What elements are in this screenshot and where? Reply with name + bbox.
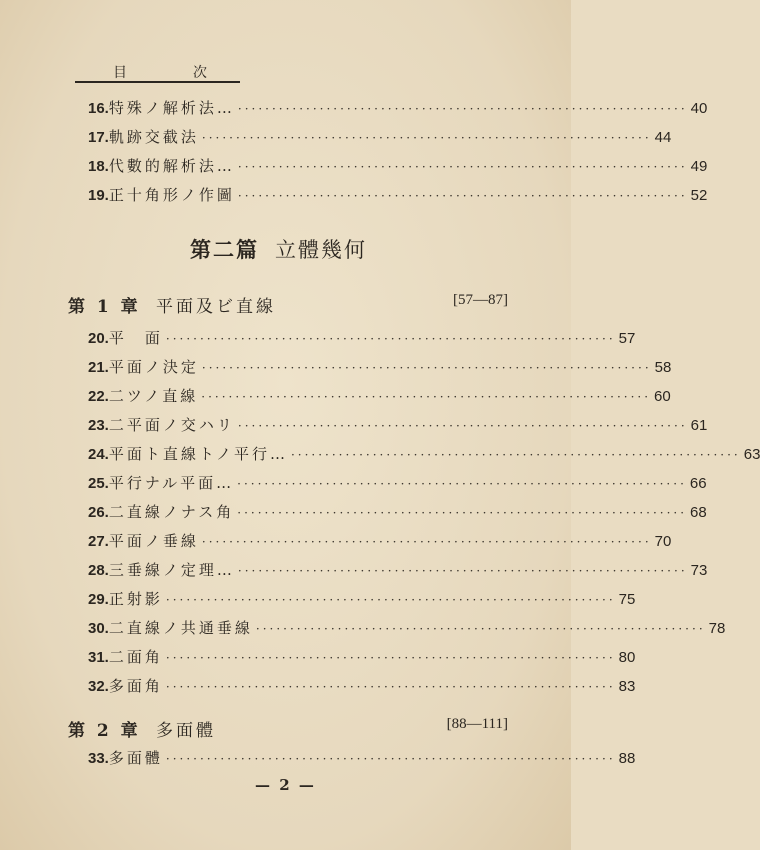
entry-number: 18.	[88, 158, 109, 175]
dot-leader: ··································································	[237, 506, 688, 520]
dot-leader: ··································································	[165, 332, 616, 346]
entry-number: 30.	[88, 620, 109, 637]
entry-page: 40	[690, 100, 708, 117]
entry-number: 24.	[88, 446, 109, 463]
entry-number: 16.	[88, 100, 109, 117]
entry-page: 88	[618, 750, 636, 767]
toc-entry	[88, 184, 708, 210]
entry-title: 三垂線ノ定理…	[108, 561, 235, 579]
chapter-heading	[68, 716, 508, 742]
toc-entry	[88, 747, 636, 773]
entry-page: 63	[743, 446, 760, 463]
entry-title: 平 面	[108, 329, 163, 347]
dot-leader: ··································································	[201, 131, 652, 145]
dot-leader: ··································································	[255, 622, 706, 636]
toc-entry	[88, 501, 707, 527]
dot-leader: ··································································	[201, 361, 652, 375]
entry-number: 19.	[88, 187, 109, 204]
entry-page: 68	[690, 504, 707, 521]
chapter-page-range: [57—87]	[453, 292, 508, 308]
toc-entry	[88, 588, 636, 614]
entry-number: 26.	[88, 504, 109, 521]
toc-entry	[88, 97, 708, 123]
entry-page: 70	[654, 533, 672, 550]
entry-title: 特殊ノ解析法…	[108, 99, 235, 117]
entry-number: 32.	[88, 678, 109, 695]
entry-number: 28.	[88, 562, 109, 579]
dot-leader: ··································································	[237, 419, 688, 433]
dot-leader: ··································································	[165, 593, 616, 607]
running-header	[75, 60, 240, 84]
part-title: 立體幾何	[275, 238, 367, 262]
dot-leader: ··································································	[290, 448, 741, 462]
entry-title: 代數的解析法…	[108, 157, 235, 175]
entry-number: 21.	[88, 359, 109, 376]
entry-page: 80	[618, 649, 636, 666]
dot-leader: ··································································	[165, 651, 616, 665]
entry-page: 49	[690, 158, 708, 175]
entry-title: 平面ノ垂線	[108, 532, 199, 550]
dot-leader: ··································································	[237, 477, 687, 491]
entry-number: 20.	[88, 330, 109, 347]
toc-entry	[88, 472, 707, 498]
entry-title: 平面ト直線トノ平行…	[108, 445, 288, 463]
entry-page: 75	[618, 591, 636, 608]
entry-title: 二平面ノ交ハリ	[108, 416, 235, 434]
entry-title: 二ツノ直線	[108, 387, 199, 405]
chapter-title: 平面及ビ直線	[156, 297, 276, 317]
entry-number: 33.	[88, 750, 109, 767]
entry-page: 61	[690, 417, 708, 434]
entry-number: 17.	[88, 129, 109, 146]
entry-page: 57	[618, 330, 636, 347]
toc-entry	[88, 385, 671, 411]
header-rule	[75, 81, 240, 83]
entry-page: 73	[690, 562, 708, 579]
chapter-label: 第 2 章	[68, 721, 141, 741]
chapter-title: 多面體	[156, 721, 216, 741]
entry-page: 52	[690, 187, 708, 204]
entry-number: 27.	[88, 533, 109, 550]
entry-page: 58	[654, 359, 672, 376]
part-label: 第二篇	[190, 237, 259, 262]
entry-page: 60	[654, 388, 671, 405]
dot-leader: ··································································	[201, 535, 652, 549]
dot-leader: ··································································	[165, 752, 616, 766]
entry-title: 二直線ノナス角	[108, 503, 235, 521]
toc-entry	[88, 155, 708, 181]
entry-number: 25.	[88, 475, 109, 492]
dot-leader: ··································································	[237, 102, 688, 116]
entry-title: 正十角形ノ作圖	[108, 186, 235, 204]
entry-page: 78	[708, 620, 726, 637]
entry-title: 平面ノ決定	[108, 358, 199, 376]
toc-entry	[88, 530, 672, 556]
entry-page: 44	[654, 129, 672, 146]
entry-title: 正射影	[108, 590, 163, 608]
dot-leader: ··································································	[237, 160, 688, 174]
entry-page: 83	[618, 678, 636, 695]
dot-leader: ··································································	[201, 390, 652, 404]
dot-leader: ··································································	[237, 189, 688, 203]
toc-entry	[88, 414, 708, 440]
entry-title: 多面體	[108, 749, 163, 767]
chapter-page-range: [88—111]	[446, 716, 508, 732]
entry-title: 平行ナル平面…	[108, 474, 235, 492]
entry-number: 23.	[88, 417, 109, 434]
dot-leader: ··································································	[237, 564, 688, 578]
toc-entry	[88, 646, 636, 672]
toc-entry	[88, 617, 726, 643]
toc-entry	[88, 675, 636, 701]
header-text-right: 次	[193, 65, 209, 81]
chapter-label: 第 1 章	[68, 297, 141, 317]
toc-entry	[88, 559, 708, 585]
entry-number: 22.	[88, 388, 109, 405]
part-heading	[190, 234, 367, 264]
entry-title: 二面角	[108, 648, 163, 666]
dot-leader: ··································································	[165, 680, 616, 694]
entry-number: 29.	[88, 591, 109, 608]
page-number-footer: — 2 —	[255, 776, 316, 794]
entry-title: 軌跡交截法	[108, 128, 199, 146]
toc-entry	[88, 356, 672, 382]
toc-entry	[88, 327, 636, 353]
entry-number: 31.	[88, 649, 109, 666]
toc-entry	[88, 443, 760, 469]
toc-entry	[88, 126, 672, 152]
entry-title: 二直線ノ共通垂線	[108, 619, 253, 637]
entry-title: 多面角	[108, 677, 163, 695]
entry-page: 66	[689, 475, 707, 492]
header-text-left: 目	[113, 65, 129, 81]
chapter-heading	[68, 292, 508, 318]
